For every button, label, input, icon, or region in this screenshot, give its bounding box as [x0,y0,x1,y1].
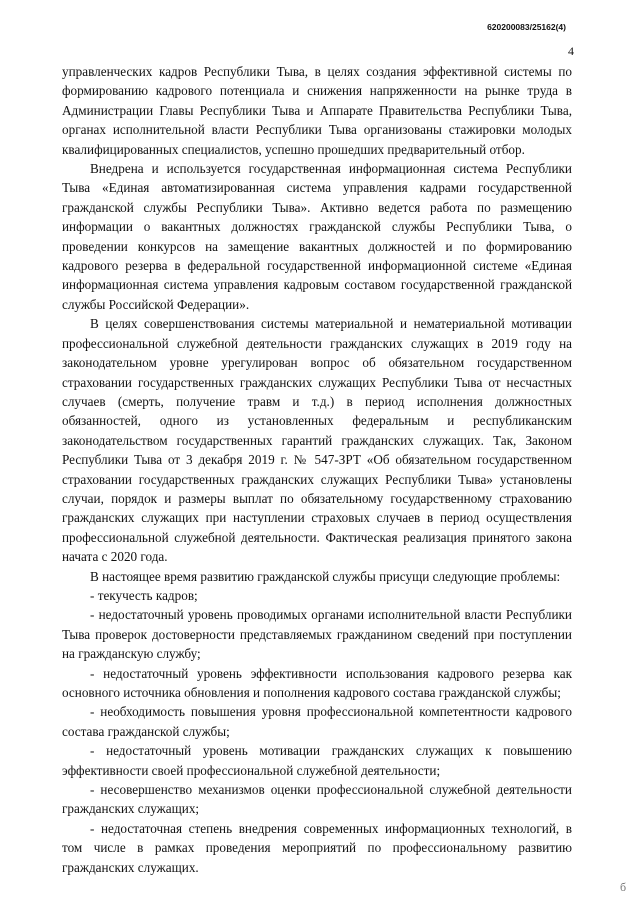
paragraph-info-system: Внедрена и используется государственная информационная система Республики Тыва «Единая автоматизированная система управления кадрами государственной гражданской службы Республики Тыва». Активно ведется работа по размещению информации о вакантных должностях гражданской службы Республики Тыва, о проведении конкурсов на замещение вакантных должностей и по формированию кадрового резерва в федеральной государственной информационной системе «Единая информационная система управления кадровым составом государственной гражданской службы Российской Федерации». [62,161,572,312]
paragraph-continuation: управленческих кадров Республики Тыва, в целях создания эффективной системы по формированию кадрового потенциала и снижения напряженности на рынке труда в Администрации Главы Республики Тыва и Аппарате Правительства Республики Тыва, органах исполнительной власти Республики Тыва организованы стажировки молодых квалифицированных специалистов, успешно прошедших предварительный отбор. [62,64,572,157]
list-item: - недостаточный уровень проводимых органами исполнительной власти Республики Тыва проверок достоверности представляемых гражданином сведений при поступлении на гражданскую службу; [62,607,572,662]
document-id: 620200083/25162(4) [487,22,566,32]
page-number: 4 [568,44,574,58]
list-item: - текучесть кадров; [90,587,198,603]
list-item: - недостаточная степень внедрения современных информационных технологий, в том числе в рамках проведения мероприятий по профессиональному развитию гражданских служащих. [62,820,572,875]
paragraph-problems-intro: В настоящее время развитию гражданской службы присущи следующие проблемы: [90,568,561,584]
list-item: - необходимость повышения уровня профессиональной компетентности кадрового состава гражданской службы; [62,704,572,739]
paragraph-motivation: В целях совершенствования системы материальной и нематериальной мотивации профессиональной служебной деятельности гражданских служащих в 2019 году на законодательном уровне урегулирован вопрос об обязательном государственном страховании государственных гражданских служащих Республики Тыва от несчастных случаев (смерть, получение травм и т.д.) в период исполнения должностных обязанностей, одного из установленных федеральным и республиканским законодательством государственных гарантий гражданских служащих. Так, Законом Республики Тыва от 3 декабря 2019 г. № 547-ЗРТ «Об обязательном государственном страховании государственных гражданских служащих Республики Тыва» установлены случаи, порядок и размеры выплат по обязательному государственному страхованию гражданских служащих при наступлении страховых случаев в период осуществления профессиональной служебной деятельности. Фактическая реализация принятого закона начата с 2020 года. [62,316,572,565]
list-item: - несовершенство механизмов оценки профессиональной служебной деятельности гражданских служащих; [62,782,572,817]
document-body [62,62,572,877]
corner-mark: б [620,880,627,894]
list-item: - недостаточный уровень мотивации гражданских служащих к повышению эффективности своей профессиональной служебной деятельности; [62,743,572,778]
list-item: - недостаточный уровень эффективности использования кадрового резерва как основного источника обновления и пополнения кадрового состава гражданской службы; [62,665,572,700]
